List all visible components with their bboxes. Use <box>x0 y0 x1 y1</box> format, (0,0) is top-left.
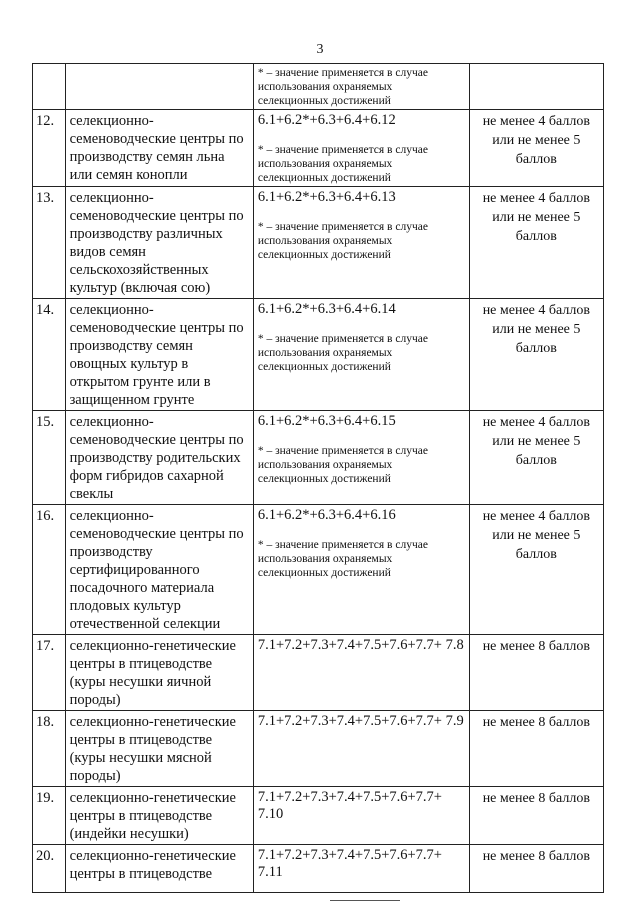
row-number: 13. <box>36 190 55 206</box>
cell-name <box>65 505 253 635</box>
formula-text: 6.1+6.2*+6.3+6.4+6.13 <box>257 189 396 205</box>
score-threshold: не менее 8 баллов <box>482 715 590 730</box>
formula-note: * – значение применяется в случае использования охраняемых селекционных достижений <box>257 445 428 485</box>
table-row <box>33 711 604 787</box>
table-row <box>33 635 604 711</box>
cell-formula <box>253 299 469 411</box>
cell-formula <box>253 711 469 787</box>
table-row <box>33 845 604 893</box>
row-number: 16. <box>36 508 55 524</box>
table-row <box>33 110 604 187</box>
score-threshold: не менее 4 баллов или не менее 5 баллов <box>482 191 590 244</box>
cell-name <box>65 787 253 845</box>
cell-formula <box>253 411 469 505</box>
cell-score <box>469 64 603 110</box>
center-name: селекционно-семеноводческие центры по производству семян овощных культур в открытом грунте или в защищенном грунте <box>69 302 244 408</box>
center-name: селекционно-семеноводческие центры по производству различных видов семян сельскохозяйственных культур (включая сою) <box>69 190 244 296</box>
cell-name <box>65 187 253 299</box>
cell-formula <box>253 110 469 187</box>
score-threshold: не менее 4 баллов или не менее 5 баллов <box>482 114 590 167</box>
cell-name <box>65 711 253 787</box>
cell-score <box>469 411 603 505</box>
criteria-table <box>32 63 604 893</box>
cell-num <box>33 64 66 110</box>
formula-text: 6.1+6.2*+6.3+6.4+6.16 <box>257 507 396 523</box>
cell-num <box>33 505 66 635</box>
cell-score <box>469 845 603 893</box>
row-number: 12. <box>36 113 55 129</box>
cell-formula <box>253 505 469 635</box>
center-name: селекционно-генетические центры в птицеводстве (индейки несушки) <box>69 790 236 842</box>
score-threshold: не менее 4 баллов или не менее 5 баллов <box>482 303 590 356</box>
cell-name <box>65 64 253 110</box>
cell-formula <box>253 635 469 711</box>
formula-text: 7.1+7.2+7.3+7.4+7.5+7.6+7.7+ 7.8 <box>257 637 464 653</box>
table-row-continued <box>33 64 604 110</box>
cell-score <box>469 299 603 411</box>
cell-formula <box>253 187 469 299</box>
cell-formula <box>253 64 469 110</box>
cell-name <box>65 411 253 505</box>
score-threshold: не менее 4 баллов или не менее 5 баллов <box>482 415 590 468</box>
cell-formula <box>253 845 469 893</box>
table-row <box>33 299 604 411</box>
cell-formula <box>253 787 469 845</box>
cell-name <box>65 110 253 187</box>
cell-num <box>33 187 66 299</box>
cell-num <box>33 787 66 845</box>
formula-text: 7.1+7.2+7.3+7.4+7.5+7.6+7.7+ 7.10 <box>257 789 442 822</box>
center-name: селекционно-генетические центры в птицеводстве (куры несушки мясной породы) <box>69 714 236 784</box>
table-row <box>33 505 604 635</box>
score-threshold: не менее 8 баллов <box>482 639 590 654</box>
row-number: 20. <box>36 848 55 864</box>
formula-text: 6.1+6.2*+6.3+6.4+6.15 <box>257 413 396 429</box>
cell-num <box>33 299 66 411</box>
cell-score <box>469 635 603 711</box>
cell-score <box>469 711 603 787</box>
cell-score <box>469 787 603 845</box>
cell-num <box>33 411 66 505</box>
formula-text: 7.1+7.2+7.3+7.4+7.5+7.6+7.7+ 7.11 <box>257 847 442 880</box>
cell-num <box>33 711 66 787</box>
table-row <box>33 187 604 299</box>
page-number: 3 <box>316 42 324 57</box>
table-row <box>33 787 604 845</box>
cell-score <box>469 505 603 635</box>
cell-name <box>65 635 253 711</box>
formula-note: * – значение применяется в случае использования охраняемых селекционных достижений <box>257 333 428 373</box>
formula-text: 6.1+6.2*+6.3+6.4+6.14 <box>257 301 396 317</box>
row-number: 18. <box>36 714 55 730</box>
formula-note: * – значение применяется в случае использования охраняемых селекционных достижений <box>257 539 428 579</box>
row-number: 17. <box>36 638 55 654</box>
score-threshold: не менее 8 баллов <box>482 849 590 864</box>
formula-note: * – значение применяется в случае использования охраняемых селекционных достижений <box>257 221 428 261</box>
cell-name <box>65 299 253 411</box>
cell-num <box>33 845 66 893</box>
center-name: селекционно-генетические центры в птицеводстве <box>69 848 236 882</box>
center-name: селекционно-семеноводческие центры по производству сертифицированного посадочного материала плодовых культур отечественной селекции <box>69 508 244 632</box>
cell-num <box>33 110 66 187</box>
formula-note: * – значение применяется в случае использования охраняемых селекционных достижений <box>257 144 428 184</box>
row-number: 14. <box>36 302 55 318</box>
score-threshold: не менее 8 баллов <box>482 791 590 806</box>
bottom-divider <box>330 900 400 901</box>
row-number: 19. <box>36 790 55 806</box>
cell-score <box>469 110 603 187</box>
cell-name <box>65 845 253 893</box>
row-number: 15. <box>36 414 55 430</box>
formula-note: * – значение применяется в случае использования охраняемых селекционных достижений <box>257 67 428 107</box>
score-threshold: не менее 4 баллов или не менее 5 баллов <box>482 509 590 562</box>
center-name: селекционно-генетические центры в птицеводстве (куры несушки яичной породы) <box>69 638 236 708</box>
center-name: селекционно-семеноводческие центры по производству родительских форм гибридов сахарной свеклы <box>69 414 244 502</box>
center-name: селекционно-семеноводческие центры по производству семян льна или семян конопли <box>69 113 244 183</box>
cell-score <box>469 187 603 299</box>
table-row <box>33 411 604 505</box>
formula-text: 6.1+6.2*+6.3+6.4+6.12 <box>257 112 396 128</box>
cell-num <box>33 635 66 711</box>
formula-text: 7.1+7.2+7.3+7.4+7.5+7.6+7.7+ 7.9 <box>257 713 464 729</box>
